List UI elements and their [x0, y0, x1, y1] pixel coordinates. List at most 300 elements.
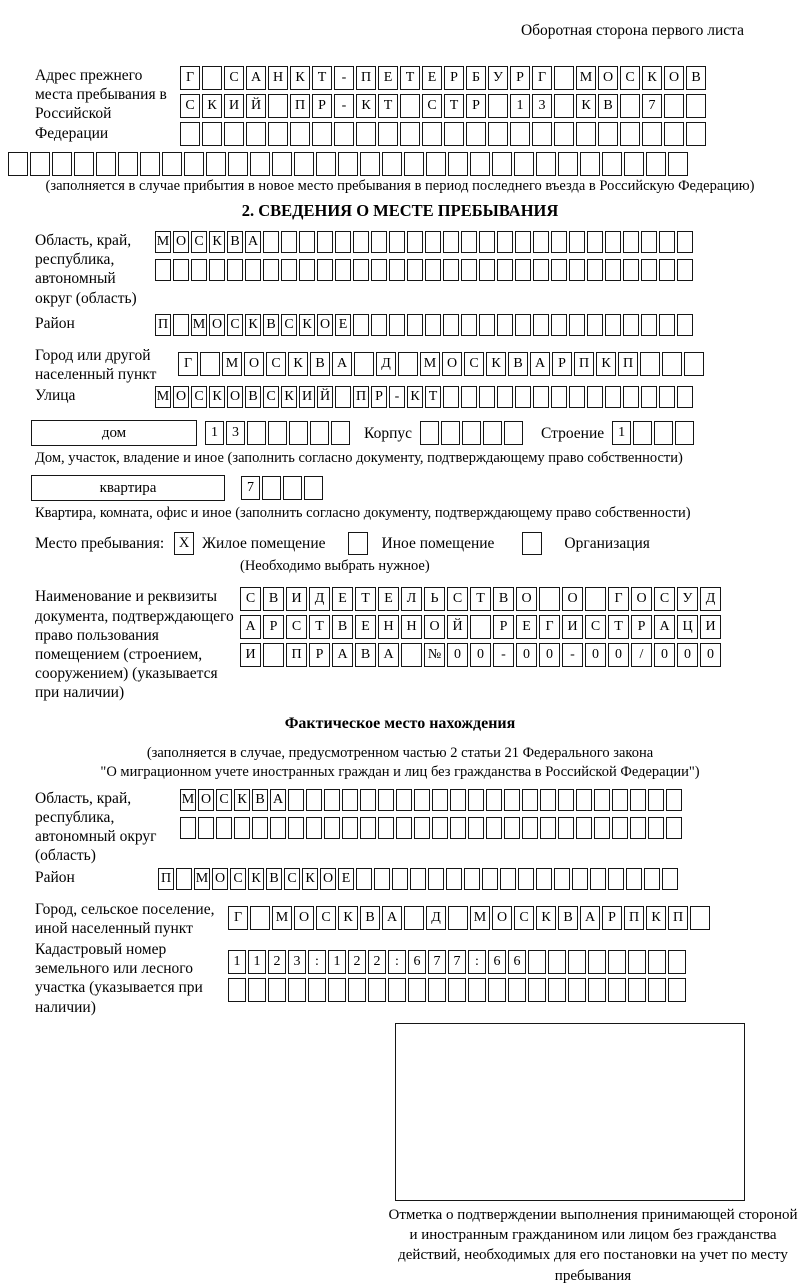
char-cell[interactable]: В — [332, 615, 353, 639]
char-cell[interactable]: М — [155, 231, 171, 253]
char-cell[interactable]: П — [356, 66, 376, 90]
char-cell[interactable] — [272, 152, 292, 176]
char-cell[interactable] — [200, 352, 220, 376]
char-cell[interactable]: Г — [228, 906, 248, 930]
char-cell[interactable] — [624, 152, 644, 176]
char-cell[interactable] — [371, 314, 387, 336]
char-cell[interactable] — [202, 66, 222, 90]
char-cell[interactable] — [268, 122, 288, 146]
char-cell[interactable]: В — [558, 906, 578, 930]
char-cell[interactable]: А — [654, 615, 675, 639]
char-cell[interactable]: С — [224, 66, 244, 90]
char-cell[interactable]: К — [209, 231, 225, 253]
char-cell[interactable] — [250, 152, 270, 176]
char-cell[interactable] — [389, 314, 405, 336]
char-cell[interactable] — [623, 231, 639, 253]
char-cell[interactable] — [400, 94, 420, 118]
char-cell[interactable] — [590, 868, 606, 890]
char-cell[interactable]: О — [173, 231, 189, 253]
char-cell[interactable]: С — [191, 231, 207, 253]
char-cell[interactable] — [659, 259, 675, 281]
char-cell[interactable] — [401, 643, 422, 667]
char-cell[interactable] — [263, 259, 279, 281]
char-cell[interactable]: С — [281, 314, 297, 336]
char-cell[interactable] — [608, 950, 626, 974]
char-cell[interactable]: 1 — [228, 950, 246, 974]
char-cell[interactable] — [446, 868, 462, 890]
char-cell[interactable] — [388, 978, 406, 1002]
char-cell[interactable]: Е — [378, 66, 398, 90]
char-cell[interactable]: С — [263, 386, 279, 408]
actual-region-row-1[interactable] — [180, 789, 682, 811]
char-cell[interactable] — [558, 152, 578, 176]
char-cell[interactable] — [602, 152, 622, 176]
char-cell[interactable] — [522, 789, 538, 811]
char-cell[interactable] — [198, 817, 214, 839]
char-cell[interactable]: Н — [401, 615, 422, 639]
char-cell[interactable] — [8, 152, 28, 176]
char-cell[interactable] — [483, 421, 502, 445]
char-cell[interactable] — [234, 817, 250, 839]
char-cell[interactable]: С — [180, 94, 200, 118]
char-cell[interactable]: К — [209, 386, 225, 408]
house-number-cells[interactable] — [205, 421, 350, 445]
char-cell[interactable]: А — [378, 643, 399, 667]
char-cell[interactable]: В — [310, 352, 330, 376]
char-cell[interactable] — [400, 122, 420, 146]
char-cell[interactable]: Е — [355, 615, 376, 639]
char-cell[interactable]: Р — [263, 615, 284, 639]
char-cell[interactable]: 0 — [447, 643, 468, 667]
char-cell[interactable] — [533, 386, 549, 408]
char-cell[interactable] — [470, 615, 491, 639]
char-cell[interactable]: Р — [552, 352, 572, 376]
char-cell[interactable]: К — [248, 868, 264, 890]
char-cell[interactable] — [334, 122, 354, 146]
char-cell[interactable] — [408, 978, 426, 1002]
char-cell[interactable] — [633, 421, 652, 445]
char-cell[interactable] — [666, 789, 682, 811]
char-cell[interactable] — [443, 231, 459, 253]
char-cell[interactable]: К — [290, 66, 310, 90]
char-cell[interactable] — [608, 978, 626, 1002]
char-cell[interactable] — [299, 231, 315, 253]
char-cell[interactable] — [335, 259, 351, 281]
char-cell[interactable]: Ь — [424, 587, 445, 611]
document-row-3[interactable] — [240, 643, 721, 667]
char-cell[interactable]: - — [389, 386, 405, 408]
char-cell[interactable] — [468, 789, 484, 811]
char-cell[interactable]: 1 — [510, 94, 530, 118]
char-cell[interactable]: К — [338, 906, 358, 930]
char-cell[interactable] — [378, 789, 394, 811]
char-cell[interactable] — [515, 314, 531, 336]
char-cell[interactable] — [184, 152, 204, 176]
char-cell[interactable] — [548, 978, 566, 1002]
char-cell[interactable] — [569, 231, 585, 253]
char-cell[interactable] — [176, 868, 192, 890]
char-cell[interactable] — [479, 259, 495, 281]
char-cell[interactable] — [422, 122, 442, 146]
char-cell[interactable] — [576, 789, 592, 811]
char-cell[interactable] — [216, 817, 232, 839]
char-cell[interactable] — [353, 259, 369, 281]
char-cell[interactable] — [482, 868, 498, 890]
char-cell[interactable]: О — [664, 66, 684, 90]
char-cell[interactable]: С — [191, 386, 207, 408]
district-row[interactable] — [155, 314, 693, 336]
char-cell[interactable] — [568, 978, 586, 1002]
char-cell[interactable]: С — [464, 352, 484, 376]
char-cell[interactable] — [368, 978, 386, 1002]
char-cell[interactable] — [686, 122, 706, 146]
char-cell[interactable] — [504, 817, 520, 839]
char-cell[interactable] — [605, 259, 621, 281]
char-cell[interactable] — [335, 231, 351, 253]
char-cell[interactable] — [335, 386, 351, 408]
char-cell[interactable] — [450, 789, 466, 811]
char-cell[interactable]: В — [263, 314, 279, 336]
char-cell[interactable] — [317, 231, 333, 253]
char-cell[interactable]: 6 — [508, 950, 526, 974]
char-cell[interactable] — [268, 421, 287, 445]
char-cell[interactable]: 0 — [700, 643, 721, 667]
char-cell[interactable] — [443, 259, 459, 281]
city-row[interactable] — [178, 346, 704, 376]
char-cell[interactable]: Д — [426, 906, 446, 930]
char-cell[interactable]: Н — [268, 66, 288, 90]
char-cell[interactable] — [612, 789, 628, 811]
char-cell[interactable] — [488, 94, 508, 118]
char-cell[interactable]: Т — [400, 66, 420, 90]
char-cell[interactable]: Т — [470, 587, 491, 611]
char-cell[interactable] — [662, 352, 682, 376]
char-cell[interactable] — [448, 978, 466, 1002]
char-cell[interactable] — [690, 906, 710, 930]
char-cell[interactable]: - — [493, 643, 514, 667]
char-cell[interactable]: М — [470, 906, 490, 930]
char-cell[interactable]: Г — [608, 587, 629, 611]
char-cell[interactable]: В — [266, 868, 282, 890]
char-cell[interactable]: Р — [309, 643, 330, 667]
char-cell[interactable] — [677, 386, 693, 408]
char-cell[interactable] — [551, 231, 567, 253]
char-cell[interactable]: С — [240, 587, 261, 611]
char-cell[interactable] — [173, 259, 189, 281]
char-cell[interactable] — [462, 421, 481, 445]
char-cell[interactable] — [515, 259, 531, 281]
char-cell[interactable]: М — [180, 789, 196, 811]
char-cell[interactable] — [248, 978, 266, 1002]
prev-address-row-3[interactable] — [180, 122, 706, 146]
char-cell[interactable] — [324, 789, 340, 811]
char-cell[interactable]: А — [246, 66, 266, 90]
char-cell[interactable] — [558, 817, 574, 839]
char-cell[interactable]: В — [252, 789, 268, 811]
char-cell[interactable]: Р — [510, 66, 530, 90]
char-cell[interactable]: О — [198, 789, 214, 811]
char-cell[interactable]: И — [562, 615, 583, 639]
char-cell[interactable] — [206, 152, 226, 176]
char-cell[interactable] — [648, 789, 664, 811]
char-cell[interactable] — [461, 231, 477, 253]
char-cell[interactable] — [448, 906, 468, 930]
char-cell[interactable] — [668, 950, 686, 974]
char-cell[interactable]: К — [302, 868, 318, 890]
char-cell[interactable] — [554, 66, 574, 90]
char-cell[interactable] — [342, 817, 358, 839]
char-cell[interactable] — [668, 978, 686, 1002]
char-cell[interactable] — [630, 789, 646, 811]
char-cell[interactable] — [605, 314, 621, 336]
char-cell[interactable]: В — [263, 587, 284, 611]
char-cell[interactable]: Й — [246, 94, 266, 118]
char-cell[interactable] — [432, 789, 448, 811]
char-cell[interactable]: Д — [309, 587, 330, 611]
char-cell[interactable] — [290, 122, 310, 146]
char-cell[interactable]: 1 — [205, 421, 224, 445]
char-cell[interactable] — [677, 231, 693, 253]
char-cell[interactable] — [554, 122, 574, 146]
char-cell[interactable] — [623, 314, 639, 336]
char-cell[interactable] — [268, 94, 288, 118]
char-cell[interactable] — [548, 950, 566, 974]
char-cell[interactable] — [605, 231, 621, 253]
char-cell[interactable] — [623, 259, 639, 281]
char-cell[interactable] — [558, 789, 574, 811]
char-cell[interactable] — [668, 152, 688, 176]
char-cell[interactable]: В — [227, 231, 243, 253]
char-cell[interactable]: Р — [493, 615, 514, 639]
char-cell[interactable]: В — [493, 587, 514, 611]
char-cell[interactable] — [675, 421, 694, 445]
char-cell[interactable]: К — [576, 94, 596, 118]
char-cell[interactable]: 2 — [268, 950, 286, 974]
char-cell[interactable]: О — [173, 386, 189, 408]
char-cell[interactable] — [448, 152, 468, 176]
apartment-cells[interactable] — [241, 476, 323, 500]
char-cell[interactable]: О — [562, 587, 583, 611]
char-cell[interactable] — [568, 950, 586, 974]
char-cell[interactable] — [628, 950, 646, 974]
char-cell[interactable] — [382, 152, 402, 176]
char-cell[interactable] — [227, 259, 243, 281]
char-cell[interactable] — [468, 978, 486, 1002]
char-cell[interactable]: В — [508, 352, 528, 376]
char-cell[interactable] — [620, 94, 640, 118]
char-cell[interactable] — [648, 978, 666, 1002]
char-cell[interactable] — [288, 978, 306, 1002]
char-cell[interactable]: К — [407, 386, 423, 408]
char-cell[interactable] — [263, 643, 284, 667]
char-cell[interactable] — [588, 978, 606, 1002]
char-cell[interactable] — [486, 817, 502, 839]
char-cell[interactable] — [289, 421, 308, 445]
char-cell[interactable]: 6 — [408, 950, 426, 974]
char-cell[interactable]: К — [646, 906, 666, 930]
char-cell[interactable]: В — [598, 94, 618, 118]
char-cell[interactable] — [608, 868, 624, 890]
char-cell[interactable]: 0 — [608, 643, 629, 667]
char-cell[interactable] — [504, 789, 520, 811]
char-cell[interactable] — [155, 259, 171, 281]
char-cell[interactable]: С — [447, 587, 468, 611]
char-cell[interactable] — [580, 152, 600, 176]
char-cell[interactable]: С — [284, 868, 300, 890]
char-cell[interactable] — [288, 817, 304, 839]
char-cell[interactable]: П — [155, 314, 171, 336]
char-cell[interactable]: Д — [376, 352, 396, 376]
char-cell[interactable] — [52, 152, 72, 176]
char-cell[interactable]: Т — [309, 615, 330, 639]
char-cell[interactable] — [306, 817, 322, 839]
cadastral-row-1[interactable] — [228, 950, 686, 974]
char-cell[interactable]: К — [486, 352, 506, 376]
char-cell[interactable]: О — [212, 868, 228, 890]
char-cell[interactable] — [450, 817, 466, 839]
char-cell[interactable] — [587, 386, 603, 408]
char-cell[interactable]: 7 — [448, 950, 466, 974]
char-cell[interactable] — [468, 817, 484, 839]
char-cell[interactable] — [263, 231, 279, 253]
char-cell[interactable]: 7 — [241, 476, 260, 500]
char-cell[interactable]: 7 — [428, 950, 446, 974]
char-cell[interactable] — [428, 868, 444, 890]
char-cell[interactable]: Е — [335, 314, 351, 336]
char-cell[interactable] — [497, 314, 513, 336]
char-cell[interactable] — [612, 817, 628, 839]
char-cell[interactable]: - — [334, 94, 354, 118]
char-cell[interactable] — [641, 231, 657, 253]
prev-address-row-4[interactable] — [8, 152, 792, 176]
actual-city-row[interactable] — [228, 900, 710, 930]
char-cell[interactable]: Т — [425, 386, 441, 408]
char-cell[interactable]: С — [620, 66, 640, 90]
char-cell[interactable]: М — [194, 868, 210, 890]
char-cell[interactable] — [528, 950, 546, 974]
char-cell[interactable] — [407, 314, 423, 336]
char-cell[interactable]: Е — [378, 587, 399, 611]
char-cell[interactable]: М — [420, 352, 440, 376]
char-cell[interactable] — [551, 386, 567, 408]
char-cell[interactable]: 1 — [328, 950, 346, 974]
char-cell[interactable] — [500, 868, 516, 890]
char-cell[interactable] — [648, 817, 664, 839]
char-cell[interactable] — [252, 817, 268, 839]
char-cell[interactable]: Т — [312, 66, 332, 90]
char-cell[interactable]: К — [299, 314, 315, 336]
char-cell[interactable] — [270, 817, 286, 839]
char-cell[interactable] — [304, 476, 323, 500]
char-cell[interactable] — [497, 386, 513, 408]
char-cell[interactable] — [470, 152, 490, 176]
char-cell[interactable] — [466, 122, 486, 146]
char-cell[interactable] — [508, 978, 526, 1002]
char-cell[interactable] — [392, 868, 408, 890]
char-cell[interactable] — [162, 152, 182, 176]
char-cell[interactable]: В — [360, 906, 380, 930]
char-cell[interactable]: П — [668, 906, 688, 930]
char-cell[interactable]: 3 — [288, 950, 306, 974]
char-cell[interactable] — [444, 122, 464, 146]
char-cell[interactable] — [371, 259, 387, 281]
char-cell[interactable] — [648, 950, 666, 974]
korpus-cells[interactable] — [420, 421, 523, 445]
char-cell[interactable] — [426, 152, 446, 176]
char-cell[interactable]: С — [654, 587, 675, 611]
char-cell[interactable] — [628, 978, 646, 1002]
char-cell[interactable] — [180, 817, 196, 839]
char-cell[interactable]: И — [286, 587, 307, 611]
char-cell[interactable]: М — [272, 906, 292, 930]
region-row-1[interactable] — [155, 231, 693, 253]
char-cell[interactable]: / — [631, 643, 652, 667]
char-cell[interactable]: П — [618, 352, 638, 376]
char-cell[interactable]: М — [191, 314, 207, 336]
char-cell[interactable]: К — [202, 94, 222, 118]
char-cell[interactable]: 7 — [642, 94, 662, 118]
char-cell[interactable]: С — [585, 615, 606, 639]
char-cell[interactable] — [677, 259, 693, 281]
char-cell[interactable] — [245, 259, 261, 281]
char-cell[interactable]: : — [308, 950, 326, 974]
char-cell[interactable] — [407, 231, 423, 253]
char-cell[interactable] — [576, 122, 596, 146]
char-cell[interactable] — [662, 868, 678, 890]
char-cell[interactable] — [356, 122, 376, 146]
char-cell[interactable] — [642, 122, 662, 146]
char-cell[interactable]: Д — [700, 587, 721, 611]
char-cell[interactable]: 0 — [677, 643, 698, 667]
char-cell[interactable] — [539, 587, 560, 611]
char-cell[interactable] — [404, 152, 424, 176]
char-cell[interactable] — [389, 231, 405, 253]
char-cell[interactable] — [224, 122, 244, 146]
char-cell[interactable]: А — [240, 615, 261, 639]
char-cell[interactable] — [588, 950, 606, 974]
char-cell[interactable]: О — [317, 314, 333, 336]
char-cell[interactable] — [348, 978, 366, 1002]
char-cell[interactable]: 0 — [516, 643, 537, 667]
char-cell[interactable]: В — [686, 66, 706, 90]
char-cell[interactable]: О — [227, 386, 243, 408]
char-cell[interactable]: Р — [371, 386, 387, 408]
char-cell[interactable] — [268, 978, 286, 1002]
char-cell[interactable] — [228, 152, 248, 176]
char-cell[interactable] — [328, 978, 346, 1002]
char-cell[interactable]: Е — [332, 587, 353, 611]
char-cell[interactable] — [420, 421, 439, 445]
char-cell[interactable] — [360, 817, 376, 839]
char-cell[interactable]: 6 — [488, 950, 506, 974]
char-cell[interactable]: А — [332, 352, 352, 376]
char-cell[interactable]: Т — [355, 587, 376, 611]
char-cell[interactable] — [479, 231, 495, 253]
char-cell[interactable]: К — [234, 789, 250, 811]
char-cell[interactable] — [640, 352, 660, 376]
char-cell[interactable]: У — [488, 66, 508, 90]
char-cell[interactable] — [605, 386, 621, 408]
char-cell[interactable] — [461, 314, 477, 336]
char-cell[interactable] — [533, 314, 549, 336]
char-cell[interactable] — [569, 314, 585, 336]
char-cell[interactable]: К — [245, 314, 261, 336]
char-cell[interactable]: М — [155, 386, 171, 408]
stay-type-checkbox-residential[interactable]: X — [174, 532, 194, 555]
char-cell[interactable] — [587, 314, 603, 336]
char-cell[interactable] — [209, 259, 225, 281]
char-cell[interactable]: О — [294, 906, 314, 930]
